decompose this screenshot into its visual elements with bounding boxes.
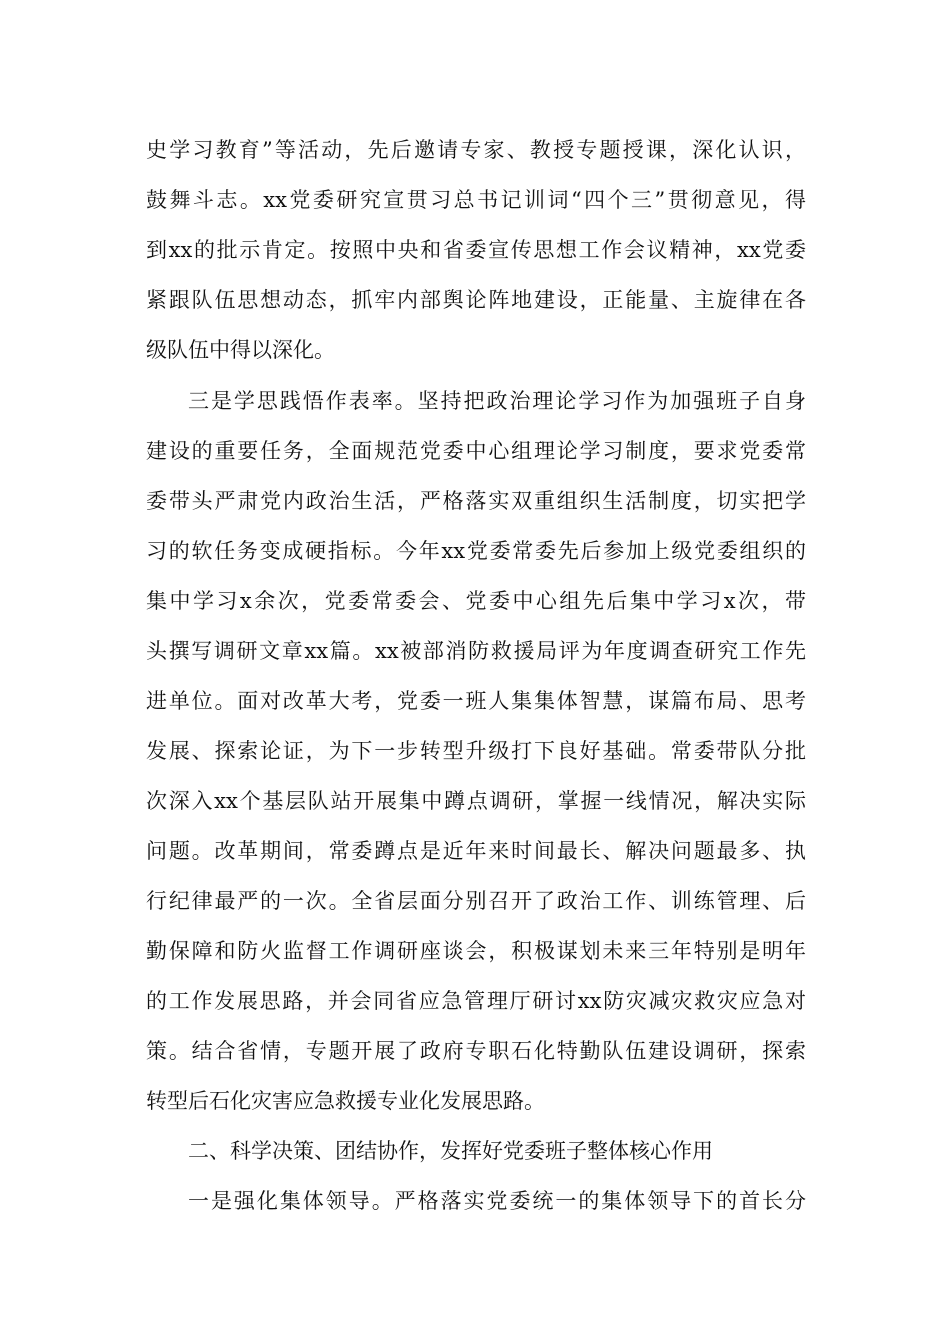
paragraph-first-line: 三是学思践悟作表率。坚持把政治理论学习作为加强班子自身 [188,389,806,413]
text-line: 级队伍中得以深化。 [146,338,335,362]
text-line: 转型后石化灾害应急救援专业化发展思路。 [146,1089,545,1113]
text-line: 鼓舞斗志。xx党委研究宣贯习总书记训词“四个三”贯彻意见，得 [146,188,806,212]
text-line: 问题。改革期间，常委蹲点是近年来时间最长、解决问题最多、执 [146,839,806,863]
text-line: 勤保障和防火监督工作调研座谈会，积极谋划未来三年特别是明年 [146,939,806,963]
text-line: 的工作发展思路，并会同省应急管理厅研讨xx防灾减灾救灾应急对 [146,989,806,1013]
text-line: 集中学习x余次，党委常委会、党委中心组先后集中学习x次，带 [146,589,806,613]
section-heading: 二、科学决策、团结协作，发挥好党委班子整体核心作用 [188,1139,713,1163]
text-line: 委带头严肃党内政治生活，严格落实双重组织生活制度，切实把学 [146,489,806,513]
text-line: 策。结合省情，专题开展了政府专职石化特勤队伍建设调研，探索 [146,1039,806,1063]
text-line: 建设的重要任务，全面规范党委中心组理论学习制度，要求党委常 [146,439,806,463]
text-line: 发展、探索论证，为下一步转型升级打下良好基础。常委带队分批 [146,739,806,763]
paragraph-first-line: 一是强化集体领导。严格落实党委统一的集体领导下的首长分 [188,1189,806,1213]
text-line: 头撰写调研文章xx篇。xx被部消防救援局评为年度调查研究工作先 [146,639,806,663]
text-line: 进单位。面对改革大考，党委一班人集集体智慧，谋篇布局、思考 [146,689,806,713]
text-line: 次深入xx个基层队站开展集中蹲点调研，掌握一线情况，解决实际 [146,789,806,813]
text-line: 史学习教育”等活动，先后邀请专家、教授专题授课，深化认识， [146,138,806,162]
text-line: 行纪律最严的一次。全省层面分别召开了政治工作、训练管理、后 [146,889,806,913]
text-line: 到xx的批示肯定。按照中央和省委宣传思想工作会议精神，xx党委 [146,238,806,262]
text-line: 紧跟队伍思想动态，抓牢内部舆论阵地建设，正能量、主旋律在各 [146,288,806,312]
text-line: 习的软任务变成硬指标。今年xx党委常委先后参加上级党委组织的 [146,539,806,563]
